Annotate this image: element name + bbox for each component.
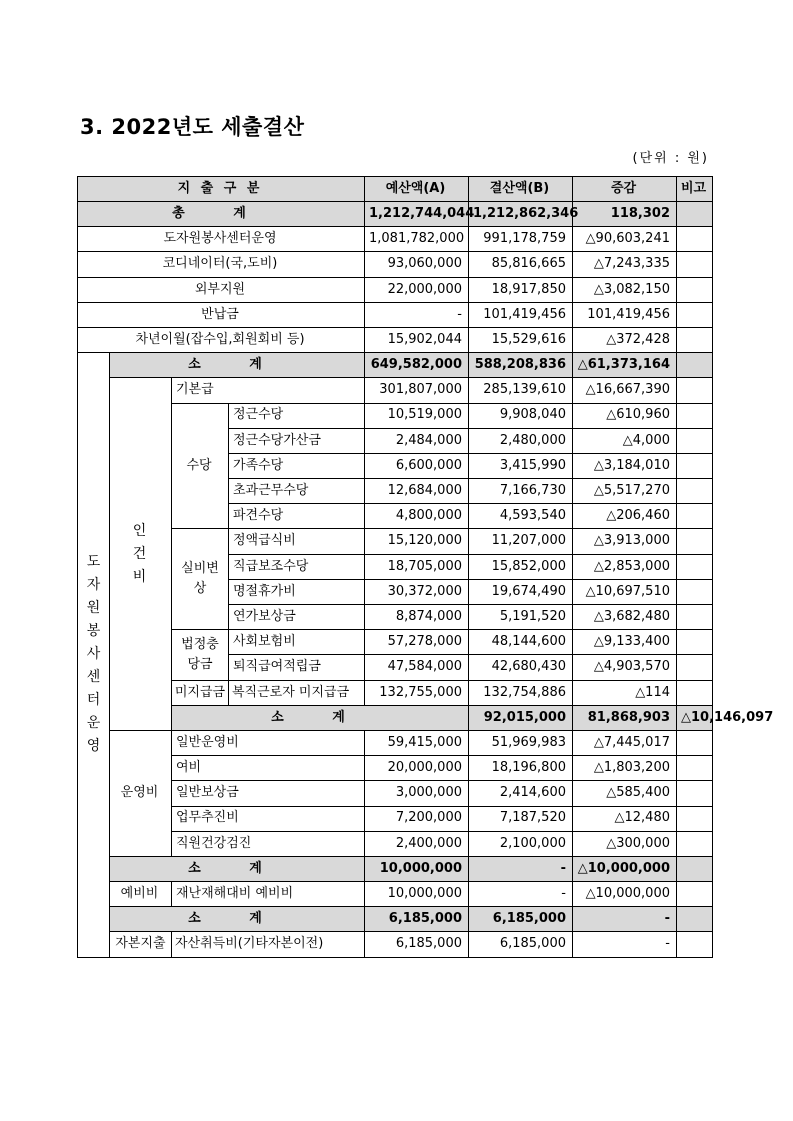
row-settled: 991,178,759 <box>469 227 573 252</box>
row-label: 사회보험비 <box>229 630 365 655</box>
subtotal-label: 소 계 <box>110 353 365 378</box>
row-note <box>677 378 713 403</box>
table-row <box>78 227 713 252</box>
row-note <box>677 302 713 327</box>
legal-group-label: 법정충당금 <box>172 630 229 680</box>
table-row <box>78 378 713 403</box>
row-note <box>677 403 713 428</box>
row-note <box>677 655 713 680</box>
header-budget: 예산액(A) <box>365 177 469 202</box>
row-diff: △5,517,270 <box>573 479 677 504</box>
row-settled: 9,908,040 <box>469 403 573 428</box>
header-settled: 결산액(B) <box>469 177 573 202</box>
header-category: 지 출 구 분 <box>78 177 365 202</box>
row-settled: 19,674,490 <box>469 579 573 604</box>
row-budget: 132,755,000 <box>365 680 469 705</box>
row-diff: △3,682,480 <box>573 605 677 630</box>
row-settled: 18,196,800 <box>469 756 573 781</box>
row-label: 직급보조수당 <box>229 554 365 579</box>
row-diff: △3,913,000 <box>573 529 677 554</box>
expenditure-table <box>77 176 774 958</box>
row-budget: 8,874,000 <box>365 605 469 630</box>
row-diff: △16,667,390 <box>573 378 677 403</box>
row-label: 명절휴가비 <box>229 579 365 604</box>
subtotal-budget: 92,015,000 <box>469 705 573 730</box>
row-note <box>677 579 713 604</box>
row-settled: 48,144,600 <box>469 630 573 655</box>
row-note <box>677 882 713 907</box>
table-row <box>78 277 713 302</box>
subtotal-row <box>78 907 713 932</box>
subtotal-row <box>78 856 713 881</box>
row-note <box>677 680 713 705</box>
row-budget: 93,060,000 <box>365 252 469 277</box>
total-diff: 118,302 <box>573 202 677 227</box>
row-settled: 4,593,540 <box>469 504 573 529</box>
row-budget: 2,400,000 <box>365 831 469 856</box>
row-budget: 47,584,000 <box>365 655 469 680</box>
table-row <box>78 252 713 277</box>
row-diff: △1,803,200 <box>573 756 677 781</box>
row-budget: 20,000,000 <box>365 756 469 781</box>
row-diff: △2,853,000 <box>573 554 677 579</box>
table-row <box>78 831 713 856</box>
row-budget: 59,415,000 <box>365 730 469 755</box>
table-row <box>78 932 713 957</box>
row-diff: △12,480 <box>573 806 677 831</box>
row-settled: 15,529,616 <box>469 327 573 352</box>
table-row <box>78 403 713 428</box>
row-label: 정액급식비 <box>229 529 365 554</box>
table-row <box>78 302 713 327</box>
row-budget: 15,120,000 <box>365 529 469 554</box>
row-diff: △90,603,241 <box>573 227 677 252</box>
total-row <box>78 202 713 227</box>
table-row <box>78 529 713 554</box>
subtotal-settled: 588,208,836 <box>469 353 573 378</box>
table-row <box>78 756 713 781</box>
subtotal-settled: - <box>469 856 573 881</box>
header-diff: 증감 <box>573 177 677 202</box>
total-budget: 1,212,744,044 <box>365 202 469 227</box>
row-settled: 18,917,850 <box>469 277 573 302</box>
row-settled: 15,852,000 <box>469 554 573 579</box>
row-diff: △7,445,017 <box>573 730 677 755</box>
row-note <box>677 504 713 529</box>
table-row <box>78 327 713 352</box>
row-budget: 18,705,000 <box>365 554 469 579</box>
row-diff: △3,082,150 <box>573 277 677 302</box>
row-note <box>677 831 713 856</box>
subtotal-note <box>677 856 713 881</box>
row-settled: 2,100,000 <box>469 831 573 856</box>
subtotal-budget: 649,582,000 <box>365 353 469 378</box>
row-settled: 2,414,600 <box>469 781 573 806</box>
subtotal-label: 소 계 <box>110 856 365 881</box>
row-budget: 57,278,000 <box>365 630 469 655</box>
allowance-group-label: 수당 <box>172 403 229 529</box>
subtotal-diff: △10,000,000 <box>573 856 677 881</box>
row-budget: 10,000,000 <box>365 882 469 907</box>
subtotal-note <box>677 353 713 378</box>
personnel-group-label <box>110 378 172 731</box>
row-note <box>677 730 713 755</box>
row-label: 차년이월(잡수입,회원회비 등) <box>78 327 365 352</box>
row-note <box>677 453 713 478</box>
row-budget: 7,200,000 <box>365 806 469 831</box>
subtotal-budget: 6,185,000 <box>365 907 469 932</box>
row-settled: 85,816,665 <box>469 252 573 277</box>
row-note <box>677 529 713 554</box>
row-diff: △114 <box>573 680 677 705</box>
row-diff: △10,697,510 <box>573 579 677 604</box>
subtotal-row <box>78 353 713 378</box>
unit-label: (단위 : 원) <box>632 151 709 166</box>
row-budget: 12,684,000 <box>365 479 469 504</box>
row-label: 일반운영비 <box>172 730 365 755</box>
row-diff: △610,960 <box>573 403 677 428</box>
row-diff: 101,419,456 <box>573 302 677 327</box>
row-label: 도자원봉사센터운영 <box>78 227 365 252</box>
row-note <box>677 277 713 302</box>
row-label: 재난재해대비 예비비 <box>172 882 365 907</box>
table-row <box>78 630 713 655</box>
row-note <box>677 781 713 806</box>
subtotal-budget: 10,000,000 <box>365 856 469 881</box>
row-label: 퇴직급여적립금 <box>229 655 365 680</box>
row-note <box>677 479 713 504</box>
row-budget: 10,519,000 <box>365 403 469 428</box>
row-diff: △9,133,400 <box>573 630 677 655</box>
row-diff: △10,000,000 <box>573 882 677 907</box>
row-budget: 1,081,782,000 <box>365 227 469 252</box>
subtotal-settled: 81,868,903 <box>573 705 677 730</box>
subtotal-settled: 6,185,000 <box>469 907 573 932</box>
row-diff: △3,184,010 <box>573 453 677 478</box>
expense-group-label: 실비변상 <box>172 529 229 630</box>
row-note <box>677 252 713 277</box>
row-label: 정근수당 <box>229 403 365 428</box>
center-group-label <box>78 353 110 958</box>
table-row <box>78 781 713 806</box>
row-budget: 2,484,000 <box>365 428 469 453</box>
personnel-group-text: 인건비 <box>132 522 147 585</box>
row-budget: 15,902,044 <box>365 327 469 352</box>
row-settled: 11,207,000 <box>469 529 573 554</box>
row-settled: 132,754,886 <box>469 680 573 705</box>
row-diff: △4,903,570 <box>573 655 677 680</box>
row-label: 반납금 <box>78 302 365 327</box>
row-budget: 30,372,000 <box>365 579 469 604</box>
row-budget: 301,807,000 <box>365 378 469 403</box>
row-label: 파견수당 <box>229 504 365 529</box>
table-row <box>78 730 713 755</box>
row-settled: 6,185,000 <box>469 932 573 957</box>
total-label: 총 계 <box>78 202 365 227</box>
row-budget: - <box>365 302 469 327</box>
table-row <box>78 882 713 907</box>
row-settled: 101,419,456 <box>469 302 573 327</box>
subtotal-row <box>78 705 713 730</box>
row-note <box>677 327 713 352</box>
row-note <box>677 227 713 252</box>
page-title: 3. 2022년도 세출결산 <box>80 115 305 139</box>
header-row <box>78 177 713 202</box>
row-label: 직원건강검진 <box>172 831 365 856</box>
row-settled: 3,415,990 <box>469 453 573 478</box>
operating-group-label: 운영비 <box>110 730 172 856</box>
row-label: 외부지원 <box>78 277 365 302</box>
row-label: 일반보상금 <box>172 781 365 806</box>
row-settled: 5,191,520 <box>469 605 573 630</box>
row-label: 복직근로자 미지급금 <box>229 680 365 705</box>
row-diff: △7,243,335 <box>573 252 677 277</box>
row-settled: 7,166,730 <box>469 479 573 504</box>
row-settled: 7,187,520 <box>469 806 573 831</box>
subtotal-diff: - <box>573 907 677 932</box>
row-note <box>677 630 713 655</box>
row-settled: 2,480,000 <box>469 428 573 453</box>
row-note <box>677 806 713 831</box>
row-settled: 285,139,610 <box>469 378 573 403</box>
row-diff: △4,000 <box>573 428 677 453</box>
capital-group-label: 자본지출 <box>110 932 172 957</box>
row-budget: 3,000,000 <box>365 781 469 806</box>
row-note <box>677 756 713 781</box>
row-note <box>677 932 713 957</box>
row-settled: 42,680,430 <box>469 655 573 680</box>
subtotal-label: 소 계 <box>172 705 469 730</box>
total-settled: 1,212,862,346 <box>469 202 573 227</box>
row-label: 가족수당 <box>229 453 365 478</box>
subtotal-note <box>677 907 713 932</box>
table-row <box>78 680 713 705</box>
row-diff: - <box>573 932 677 957</box>
row-budget: 6,600,000 <box>365 453 469 478</box>
row-budget: 4,800,000 <box>365 504 469 529</box>
reserve-group-label: 예비비 <box>110 882 172 907</box>
row-settled: 51,969,983 <box>469 730 573 755</box>
row-diff: △372,428 <box>573 327 677 352</box>
row-note <box>677 428 713 453</box>
row-note <box>677 605 713 630</box>
row-diff: △300,000 <box>573 831 677 856</box>
row-label: 코디네이터(국,도비) <box>78 252 365 277</box>
header-note: 비고 <box>677 177 713 202</box>
subtotal-diff: △10,146,097 <box>677 705 713 730</box>
table-row <box>78 806 713 831</box>
row-label: 연가보상금 <box>229 605 365 630</box>
subtotal-label: 소 계 <box>110 907 365 932</box>
row-label: 업무추진비 <box>172 806 365 831</box>
unpaid-group-label: 미지급금 <box>172 680 229 705</box>
row-label: 여비 <box>172 756 365 781</box>
row-budget: 6,185,000 <box>365 932 469 957</box>
row-label: 정근수당가산금 <box>229 428 365 453</box>
row-settled: - <box>469 882 573 907</box>
center-group-text: 도자원봉사센터운영 <box>86 554 101 755</box>
row-diff: △206,460 <box>573 504 677 529</box>
subtotal-diff: △61,373,164 <box>573 353 677 378</box>
total-note <box>677 202 713 227</box>
row-label: 초과근무수당 <box>229 479 365 504</box>
row-label: 기본급 <box>172 378 365 403</box>
row-budget: 22,000,000 <box>365 277 469 302</box>
row-label: 자산취득비(기타자본이전) <box>172 932 365 957</box>
row-note <box>677 554 713 579</box>
row-diff: △585,400 <box>573 781 677 806</box>
